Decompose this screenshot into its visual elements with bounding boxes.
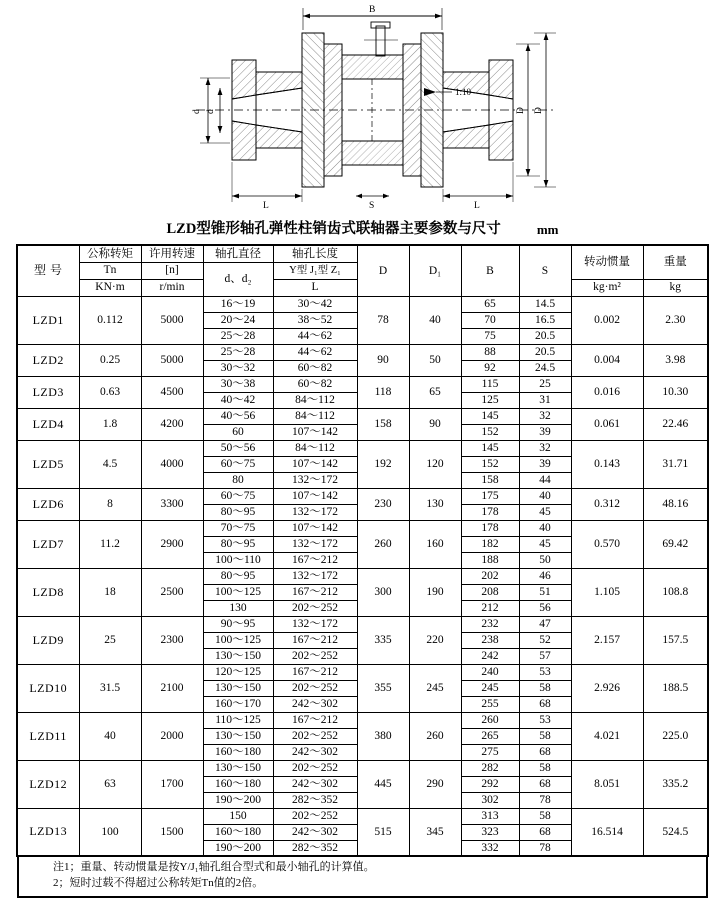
cell-bore-length: 38～52 xyxy=(273,312,357,328)
cell-bore-length: 167～212 xyxy=(273,552,357,568)
cell-B: 182 xyxy=(461,536,519,552)
label-D-right: D xyxy=(516,107,526,114)
cell-bore-diameter: 80～95 xyxy=(203,504,273,520)
cell-S: 56 xyxy=(519,600,571,616)
cell-S: 45 xyxy=(519,536,571,552)
cell-inertia: 2.926 xyxy=(571,664,643,712)
cell-bore-diameter: 40～42 xyxy=(203,392,273,408)
header-bore-len-line3: L xyxy=(273,279,357,296)
cell-S: 58 xyxy=(519,760,571,776)
cell-model: LZD5 xyxy=(17,440,79,488)
header-bore-len-line1: 轴孔长度 xyxy=(273,245,357,262)
cell-weight: 22.46 xyxy=(643,408,708,440)
cell-bore-length: 132～172 xyxy=(273,568,357,584)
cell-S: 68 xyxy=(519,776,571,792)
cell-bore-diameter: 80 xyxy=(203,472,273,488)
cell-torque: 0.112 xyxy=(79,296,141,344)
cell-weight: 524.5 xyxy=(643,808,708,856)
cell-B: 175 xyxy=(461,488,519,504)
cell-bore-diameter: 25～28 xyxy=(203,344,273,360)
cell-bore-length: 132～172 xyxy=(273,616,357,632)
header-torque-line3: KN·m xyxy=(79,279,141,296)
table-row xyxy=(17,808,708,824)
cell-inertia: 16.514 xyxy=(571,808,643,856)
cell-torque: 8 xyxy=(79,488,141,520)
cell-weight: 108.8 xyxy=(643,568,708,616)
cell-bore-length: 167～212 xyxy=(273,584,357,600)
cell-bore-length: 60～82 xyxy=(273,360,357,376)
cell-S: 46 xyxy=(519,568,571,584)
header-torque-line2: Tn xyxy=(79,262,141,279)
cell-B: 265 xyxy=(461,728,519,744)
cell-D: 445 xyxy=(357,760,409,808)
cell-bore-length: 202～252 xyxy=(273,680,357,696)
cell-model: LZD1 xyxy=(17,296,79,344)
table-head xyxy=(17,245,708,296)
cell-bore-length: 242～302 xyxy=(273,824,357,840)
cell-speed: 4200 xyxy=(141,408,203,440)
cell-speed: 2300 xyxy=(141,616,203,664)
cell-bore-length: 60～82 xyxy=(273,376,357,392)
cell-bore-diameter: 70～75 xyxy=(203,520,273,536)
cell-S: 40 xyxy=(519,488,571,504)
cell-model: LZD8 xyxy=(17,568,79,616)
cell-bore-length: 167～212 xyxy=(273,632,357,648)
cell-D1: 65 xyxy=(409,376,461,408)
cell-model: LZD3 xyxy=(17,376,79,408)
cell-inertia: 0.002 xyxy=(571,296,643,344)
cell-bore-length: 242～302 xyxy=(273,744,357,760)
cell-B: 125 xyxy=(461,392,519,408)
header-weight-line2: kg xyxy=(643,279,708,296)
cell-bore-length: 282～352 xyxy=(273,840,357,856)
cell-weight: 225.0 xyxy=(643,712,708,760)
cell-B: 65 xyxy=(461,296,519,312)
cell-D: 355 xyxy=(357,664,409,712)
cell-bore-diameter: 130 xyxy=(203,600,273,616)
cell-bore-diameter: 100～125 xyxy=(203,632,273,648)
cell-D: 230 xyxy=(357,488,409,520)
cell-B: 240 xyxy=(461,664,519,680)
cell-B: 152 xyxy=(461,456,519,472)
cell-D: 78 xyxy=(357,296,409,344)
cell-S: 44 xyxy=(519,472,571,488)
cell-torque: 100 xyxy=(79,808,141,856)
cell-S: 39 xyxy=(519,424,571,440)
header-B: B xyxy=(461,245,519,296)
cell-bore-diameter: 130～150 xyxy=(203,680,273,696)
cell-bore-diameter: 160～180 xyxy=(203,776,273,792)
cell-S: 47 xyxy=(519,616,571,632)
header-D: D xyxy=(357,245,409,296)
cell-S: 39 xyxy=(519,456,571,472)
cell-S: 68 xyxy=(519,744,571,760)
header-speed-line1: 许用转速 xyxy=(141,245,203,262)
cell-B: 212 xyxy=(461,600,519,616)
cell-B: 245 xyxy=(461,680,519,696)
header-speed-line3: r/min xyxy=(141,279,203,296)
cell-B: 313 xyxy=(461,808,519,824)
cell-B: 275 xyxy=(461,744,519,760)
label-S-bottom: S xyxy=(369,201,375,211)
cell-bore-diameter: 30～32 xyxy=(203,360,273,376)
cell-D1: 90 xyxy=(409,408,461,440)
cell-B: 255 xyxy=(461,696,519,712)
cell-S: 31 xyxy=(519,392,571,408)
cell-S: 50 xyxy=(519,552,571,568)
header-D1: D₁ xyxy=(409,245,461,296)
label-d-left-2: d xyxy=(206,109,216,114)
cell-S: 32 xyxy=(519,440,571,456)
cell-S: 40 xyxy=(519,520,571,536)
cell-B: 242 xyxy=(461,648,519,664)
cell-B: 88 xyxy=(461,344,519,360)
cell-bore-length: 84～112 xyxy=(273,440,357,456)
cell-B: 232 xyxy=(461,616,519,632)
cell-S: 57 xyxy=(519,648,571,664)
table-notes xyxy=(17,857,708,898)
cell-inertia: 0.016 xyxy=(571,376,643,408)
cell-D1: 130 xyxy=(409,488,461,520)
cell-D1: 120 xyxy=(409,440,461,488)
cell-S: 68 xyxy=(519,696,571,712)
cell-D: 380 xyxy=(357,712,409,760)
cell-model: LZD2 xyxy=(17,344,79,376)
cell-bore-diameter: 190～200 xyxy=(203,840,273,856)
cell-B: 152 xyxy=(461,424,519,440)
cell-B: 145 xyxy=(461,408,519,424)
cell-B: 158 xyxy=(461,472,519,488)
cell-speed: 4500 xyxy=(141,376,203,408)
cell-S: 58 xyxy=(519,680,571,696)
table-row xyxy=(17,568,708,584)
cell-B: 260 xyxy=(461,712,519,728)
cell-D: 90 xyxy=(357,344,409,376)
cell-B: 145 xyxy=(461,440,519,456)
label-L-right: L xyxy=(474,201,480,211)
title-row xyxy=(0,217,725,238)
cell-bore-diameter: 110～125 xyxy=(203,712,273,728)
cell-bore-length: 84～112 xyxy=(273,408,357,424)
cell-weight: 31.71 xyxy=(643,440,708,488)
cell-S: 32 xyxy=(519,408,571,424)
cell-S: 78 xyxy=(519,792,571,808)
cell-model: LZD10 xyxy=(17,664,79,712)
cell-speed: 1500 xyxy=(141,808,203,856)
table-row xyxy=(17,376,708,392)
cell-bore-length: 167～212 xyxy=(273,664,357,680)
cell-bore-diameter: 16～19 xyxy=(203,296,273,312)
cell-weight: 48.16 xyxy=(643,488,708,520)
cell-bore-length: 107～142 xyxy=(273,424,357,440)
coupling-cross-section-svg xyxy=(0,0,725,215)
cell-D: 118 xyxy=(357,376,409,408)
cell-inertia: 0.004 xyxy=(571,344,643,376)
table-row xyxy=(17,344,708,360)
cell-B: 92 xyxy=(461,360,519,376)
cell-weight: 3.98 xyxy=(643,344,708,376)
cell-bore-length: 107～142 xyxy=(273,488,357,504)
cell-bore-length: 202～252 xyxy=(273,760,357,776)
cell-bore-diameter: 25～28 xyxy=(203,328,273,344)
cell-torque: 18 xyxy=(79,568,141,616)
cell-S: 16.5 xyxy=(519,312,571,328)
cell-B: 302 xyxy=(461,792,519,808)
cell-bore-diameter: 50～56 xyxy=(203,440,273,456)
cell-torque: 0.63 xyxy=(79,376,141,408)
cell-bore-diameter: 90～95 xyxy=(203,616,273,632)
cell-torque: 40 xyxy=(79,712,141,760)
header-bore-dia-line2: d、d₂ xyxy=(203,262,273,296)
cell-bore-diameter: 160～180 xyxy=(203,824,273,840)
cell-D1: 260 xyxy=(409,712,461,760)
parameters-table xyxy=(16,244,709,857)
cell-bore-diameter: 40～56 xyxy=(203,408,273,424)
cell-model: LZD12 xyxy=(17,760,79,808)
cell-B: 282 xyxy=(461,760,519,776)
cell-S: 51 xyxy=(519,584,571,600)
cell-torque: 11.2 xyxy=(79,520,141,568)
header-speed-line2: [n] xyxy=(141,262,203,279)
cell-bore-diameter: 20～24 xyxy=(203,312,273,328)
cell-B: 292 xyxy=(461,776,519,792)
cell-model: LZD11 xyxy=(17,712,79,760)
cell-S: 52 xyxy=(519,632,571,648)
cell-S: 53 xyxy=(519,712,571,728)
cell-speed: 4000 xyxy=(141,440,203,488)
table-row xyxy=(17,760,708,776)
cell-bore-length: 44～62 xyxy=(273,344,357,360)
cell-B: 323 xyxy=(461,824,519,840)
cell-D1: 190 xyxy=(409,568,461,616)
cell-bore-length: 30～42 xyxy=(273,296,357,312)
cell-weight: 157.5 xyxy=(643,616,708,664)
cell-inertia: 1.105 xyxy=(571,568,643,616)
cell-B: 202 xyxy=(461,568,519,584)
cell-B: 70 xyxy=(461,312,519,328)
table-row xyxy=(17,520,708,536)
cell-S: 58 xyxy=(519,728,571,744)
cell-bore-diameter: 100～125 xyxy=(203,584,273,600)
cell-bore-diameter: 160～180 xyxy=(203,744,273,760)
cell-S: 20.5 xyxy=(519,344,571,360)
cell-inertia: 4.021 xyxy=(571,712,643,760)
cell-model: LZD7 xyxy=(17,520,79,568)
table-row xyxy=(17,296,708,312)
label-D1-right: D xyxy=(534,107,544,114)
cell-bore-diameter: 130～150 xyxy=(203,648,273,664)
cell-bore-length: 242～302 xyxy=(273,696,357,712)
cell-inertia: 0.570 xyxy=(571,520,643,568)
cell-B: 75 xyxy=(461,328,519,344)
cell-S: 25 xyxy=(519,376,571,392)
header-inertia-line1: 转动惯量 xyxy=(571,245,643,279)
table-row xyxy=(17,440,708,456)
cell-model: LZD6 xyxy=(17,488,79,520)
cell-bore-length: 107～142 xyxy=(273,520,357,536)
cell-torque: 31.5 xyxy=(79,664,141,712)
cell-D1: 220 xyxy=(409,616,461,664)
cell-D1: 245 xyxy=(409,664,461,712)
cell-bore-length: 44～62 xyxy=(273,328,357,344)
cell-torque: 1.8 xyxy=(79,408,141,440)
cell-D: 260 xyxy=(357,520,409,568)
cell-weight: 69.42 xyxy=(643,520,708,568)
cell-B: 188 xyxy=(461,552,519,568)
cell-bore-diameter: 30～38 xyxy=(203,376,273,392)
cell-inertia: 2.157 xyxy=(571,616,643,664)
cell-weight: 10.30 xyxy=(643,376,708,408)
cell-D1: 160 xyxy=(409,520,461,568)
cell-bore-diameter: 190～200 xyxy=(203,792,273,808)
cell-weight: 188.5 xyxy=(643,664,708,712)
cell-D1: 345 xyxy=(409,808,461,856)
table-row xyxy=(17,408,708,424)
cell-bore-length: 282～352 xyxy=(273,792,357,808)
cell-speed: 5000 xyxy=(141,344,203,376)
cell-D: 515 xyxy=(357,808,409,856)
cell-model: LZD13 xyxy=(17,808,79,856)
assembly-drawing xyxy=(0,0,725,215)
cell-D: 192 xyxy=(357,440,409,488)
cell-D1: 50 xyxy=(409,344,461,376)
header-torque-line1: 公称转矩 xyxy=(79,245,141,262)
cell-speed: 1700 xyxy=(141,760,203,808)
cell-S: 14.5 xyxy=(519,296,571,312)
header-S: S xyxy=(519,245,571,296)
cell-bore-length: 202～252 xyxy=(273,648,357,664)
cell-bore-length: 132～172 xyxy=(273,472,357,488)
cell-B: 238 xyxy=(461,632,519,648)
cell-bore-length: 202～252 xyxy=(273,808,357,824)
cell-speed: 2500 xyxy=(141,568,203,616)
cell-speed: 2000 xyxy=(141,712,203,760)
cell-bore-length: 202～252 xyxy=(273,600,357,616)
unit-label: mm xyxy=(536,222,559,237)
cell-speed: 5000 xyxy=(141,296,203,344)
table-row xyxy=(17,488,708,504)
cell-bore-length: 107～142 xyxy=(273,456,357,472)
cell-torque: 0.25 xyxy=(79,344,141,376)
cell-torque: 63 xyxy=(79,760,141,808)
cell-model: LZD4 xyxy=(17,408,79,440)
cell-bore-diameter: 120～125 xyxy=(203,664,273,680)
table-body xyxy=(17,296,708,856)
cell-bore-diameter: 60～75 xyxy=(203,456,273,472)
table-row xyxy=(17,664,708,680)
cell-inertia: 0.312 xyxy=(571,488,643,520)
cell-S: 68 xyxy=(519,824,571,840)
cell-B: 178 xyxy=(461,520,519,536)
cell-speed: 2100 xyxy=(141,664,203,712)
cell-weight: 2.30 xyxy=(643,296,708,344)
cell-D1: 290 xyxy=(409,760,461,808)
cell-inertia: 0.061 xyxy=(571,408,643,440)
page-title: LZD型锥形轴孔弹性柱销齿式联轴器主要参数与尺寸 xyxy=(166,221,501,237)
cell-bore-length: 202～252 xyxy=(273,728,357,744)
cell-weight: 335.2 xyxy=(643,760,708,808)
cell-speed: 2900 xyxy=(141,520,203,568)
cell-S: 45 xyxy=(519,504,571,520)
cell-B: 208 xyxy=(461,584,519,600)
cell-B: 115 xyxy=(461,376,519,392)
header-bore-len-line2: Y型 J₁型 Z₁ xyxy=(273,262,357,279)
cell-B: 332 xyxy=(461,840,519,856)
table-row xyxy=(17,616,708,632)
cell-bore-diameter: 150 xyxy=(203,808,273,824)
cell-bore-diameter: 130～150 xyxy=(203,728,273,744)
label-L-left: L xyxy=(263,201,269,211)
note-1: 注1；重量、转动惯量是按Y/J₁轴孔组合型式和最小轴孔的计算值。 xyxy=(53,861,375,873)
header-bore-dia-line1: 轴孔直径 xyxy=(203,245,273,262)
cell-bore-diameter: 80～95 xyxy=(203,568,273,584)
cell-S: 58 xyxy=(519,808,571,824)
cell-S: 53 xyxy=(519,664,571,680)
cell-model: LZD9 xyxy=(17,616,79,664)
table-row xyxy=(17,712,708,728)
cell-bore-diameter: 80～95 xyxy=(203,536,273,552)
cell-bore-diameter: 160～170 xyxy=(203,696,273,712)
header-inertia-line2: kg·m² xyxy=(571,279,643,296)
cell-bore-diameter: 100～110 xyxy=(203,552,273,568)
cell-torque: 4.5 xyxy=(79,440,141,488)
label-d-left-1: d xyxy=(192,109,202,114)
cell-B: 178 xyxy=(461,504,519,520)
cell-bore-length: 132～172 xyxy=(273,504,357,520)
note-2: 2；短时过载不得超过公称转矩Tn值的2倍。 xyxy=(53,876,264,889)
cell-bore-diameter: 60 xyxy=(203,424,273,440)
cell-bore-length: 132～172 xyxy=(273,536,357,552)
cell-bore-length: 167～212 xyxy=(273,712,357,728)
cell-D: 158 xyxy=(357,408,409,440)
cell-D: 335 xyxy=(357,616,409,664)
cell-S: 24.5 xyxy=(519,360,571,376)
cell-bore-length: 242～302 xyxy=(273,776,357,792)
cell-D1: 40 xyxy=(409,296,461,344)
cell-bore-length: 84～112 xyxy=(273,392,357,408)
cell-speed: 3300 xyxy=(141,488,203,520)
header-model: 型 号 xyxy=(17,245,79,296)
cell-S: 20.5 xyxy=(519,328,571,344)
cell-inertia: 0.143 xyxy=(571,440,643,488)
cell-bore-diameter: 130～150 xyxy=(203,760,273,776)
label-B-top: B xyxy=(369,5,376,15)
header-weight-line1: 重量 xyxy=(643,245,708,279)
cell-bore-diameter: 60～75 xyxy=(203,488,273,504)
label-taper-ratio: 1:10 xyxy=(455,87,472,97)
cell-S: 78 xyxy=(519,840,571,856)
cell-inertia: 8.051 xyxy=(571,760,643,808)
cell-D: 300 xyxy=(357,568,409,616)
cell-torque: 25 xyxy=(79,616,141,664)
